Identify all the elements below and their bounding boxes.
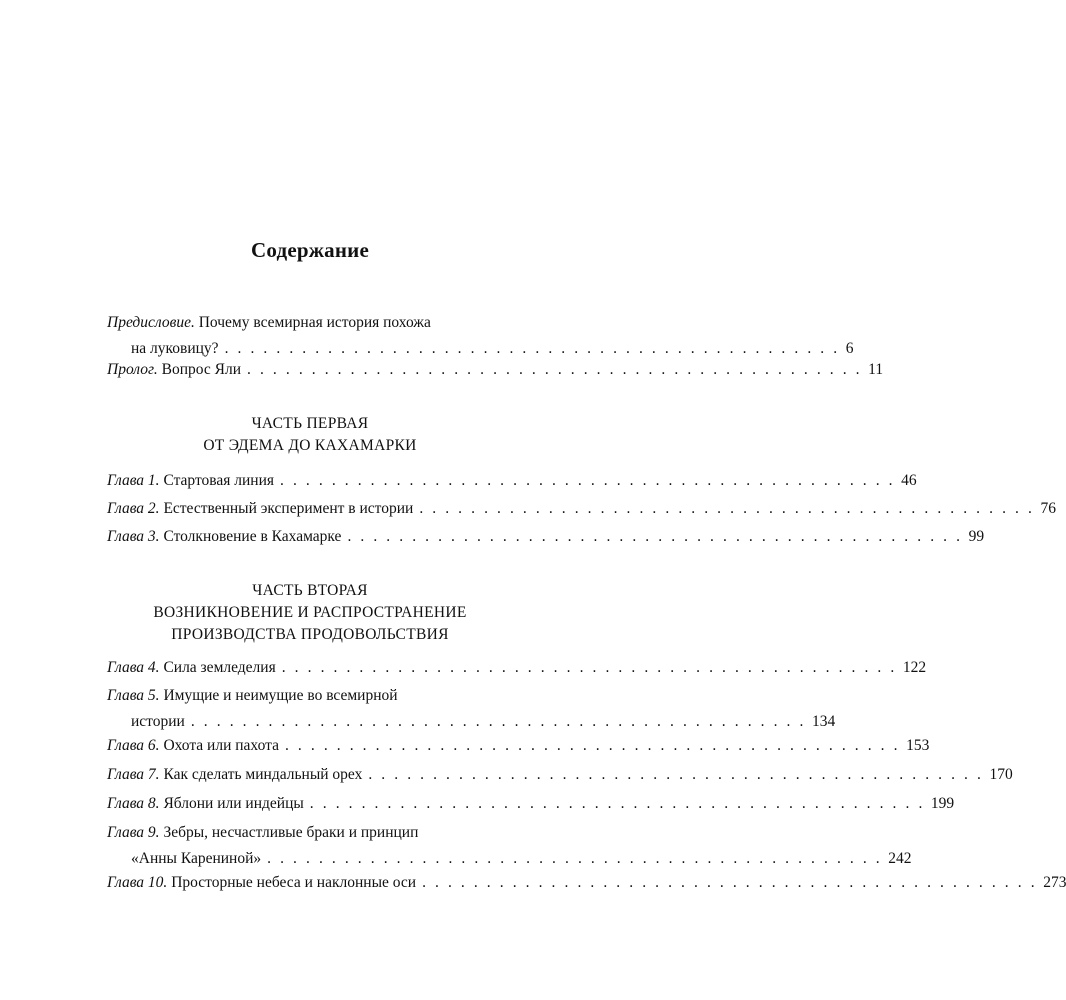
entry-line — [107, 683, 554, 709]
entry-page-number: 99 — [968, 528, 985, 545]
entry-line — [107, 468, 917, 494]
dot-leader: . . . . . . . . . . . . . . . . . . . . . . . . . . . . . . . . . . . . . . . . . . . . . . . . — [224, 340, 840, 357]
entry-label: Глава 9. — [107, 824, 160, 841]
page-title: Содержание — [251, 238, 369, 262]
entry-title-continued: на луковицу? — [131, 340, 219, 357]
entry-label: Глава 2. — [107, 500, 160, 517]
entry-title: Столкновение в Кахамарке — [163, 528, 342, 545]
toc-entry-chapter-10[interactable] — [107, 870, 1066, 896]
entry-label: Глава 10. — [107, 874, 168, 891]
part-one-header — [0, 413, 620, 457]
entry-page-number: 153 — [906, 737, 930, 754]
entry-page-number: 46 — [901, 472, 917, 489]
dot-leader: . . . . . . . . . . . . . . . . . . . . . . . . . . . . . . . . . . . . . . . . . . . . . . . . — [280, 472, 896, 489]
entry-title: Стартовая линия — [163, 472, 275, 489]
entry-label: Глава 5. — [107, 687, 160, 704]
entry-page-number: 170 — [989, 766, 1013, 783]
entry-line — [107, 846, 912, 872]
entry-title: Вопрос Яли — [161, 361, 242, 378]
entry-line — [107, 791, 955, 817]
toc-entry-chapter-1[interactable] — [107, 468, 917, 494]
toc-entry-chapter-7[interactable] — [107, 762, 1013, 788]
toc-entry-prologue[interactable] — [107, 357, 884, 383]
part-two-header — [0, 580, 620, 646]
dot-leader: . . . . . . . . . . . . . . . . . . . . . . . . . . . . . . . . . . . . . . . . . . . . . . . . — [247, 361, 863, 378]
dot-leader: . . . . . . . . . . . . . . . . . . . . . . . . . . . . . . . . . . . . . . . . . . . . . . . . — [419, 500, 1035, 517]
toc-entry-chapter-8[interactable] — [107, 791, 955, 817]
entry-title: Как сделать миндальный орех — [163, 766, 363, 783]
toc-entry-chapter-4[interactable] — [107, 655, 927, 681]
entry-line — [107, 524, 985, 550]
entry-label: Предисловие. — [107, 314, 195, 331]
part-title: ВОЗНИКНОВЕНИЕ И РАСПРОСТРАНЕНИЕ — [153, 604, 467, 621]
entry-title: Просторные небеса и наклонные оси — [171, 874, 417, 891]
toc-entry-preface[interactable] — [107, 310, 854, 362]
entry-line — [107, 655, 927, 681]
entry-title-continued: «Анны Карениной» — [131, 850, 262, 867]
entry-title-continued: истории — [131, 713, 185, 730]
part-title: ОТ ЭДЕМА ДО КАХАМАРКИ — [203, 437, 417, 454]
entry-page-number: 76 — [1040, 500, 1056, 517]
entry-page-number: 273 — [1043, 874, 1066, 891]
entry-title: Почему всемирная история похожа — [198, 314, 431, 331]
dot-leader: . . . . . . . . . . . . . . . . . . . . . . . . . . . . . . . . . . . . . . . . . . . . . . . . — [309, 795, 925, 812]
entry-page-number: 199 — [930, 795, 955, 812]
entry-label: Глава 8. — [107, 795, 160, 812]
dot-leader: . . . . . . . . . . . . . . . . . . . . . . . . . . . . . . . . . . . . . . . . . . . . . . . . — [422, 874, 1038, 891]
toc-entry-chapter-2[interactable] — [107, 496, 1056, 522]
toc-entry-chapter-3[interactable] — [107, 524, 985, 550]
entry-line — [107, 709, 836, 735]
entry-label: Глава 7. — [107, 766, 160, 783]
dot-leader: . . . . . . . . . . . . . . . . . . . . . . . . . . . . . . . . . . . . . . . . . . . . . . . . — [267, 850, 883, 867]
entry-title: Сила земледелия — [163, 659, 276, 676]
entry-label: Глава 3. — [107, 528, 160, 545]
part-name: ЧАСТЬ ВТОРАЯ — [252, 582, 368, 599]
entry-page-number: 6 — [845, 340, 854, 357]
entry-title: Имущие и неимущие во всемирной — [163, 687, 398, 704]
entry-line — [107, 762, 1013, 788]
toc-entry-chapter-5[interactable] — [107, 683, 836, 735]
part-name: ЧАСТЬ ПЕРВАЯ — [251, 415, 369, 432]
entry-line — [107, 357, 884, 383]
entry-line — [107, 496, 1056, 522]
toc-entry-chapter-6[interactable] — [107, 733, 930, 759]
entry-label: Глава 4. — [107, 659, 160, 676]
entry-title: Зебры, несчастливые браки и принцип — [163, 824, 419, 841]
entry-line — [107, 820, 554, 846]
entry-page-number: 11 — [868, 361, 884, 378]
entry-line — [107, 733, 930, 759]
entry-title: Естественный эксперимент в истории — [163, 500, 414, 517]
entry-label: Глава 1. — [107, 472, 160, 489]
entry-page-number: 242 — [888, 850, 912, 867]
dot-leader: . . . . . . . . . . . . . . . . . . . . . . . . . . . . . . . . . . . . . . . . . . . . . . . . — [284, 737, 901, 754]
dot-leader: . . . . . . . . . . . . . . . . . . . . . . . . . . . . . . . . . . . . . . . . . . . . . . . . — [347, 528, 963, 545]
dot-leader: . . . . . . . . . . . . . . . . . . . . . . . . . . . . . . . . . . . . . . . . . . . . . . . . — [281, 659, 897, 676]
dot-leader: . . . . . . . . . . . . . . . . . . . . . . . . . . . . . . . . . . . . . . . . . . . . . . . . — [190, 713, 806, 730]
entry-page-number: 134 — [811, 713, 836, 730]
dot-leader: . . . . . . . . . . . . . . . . . . . . . . . . . . . . . . . . . . . . . . . . . . . . . . . . — [368, 766, 984, 783]
entry-page-number: 122 — [902, 659, 927, 676]
toc-entry-chapter-9[interactable] — [107, 820, 912, 872]
entry-line — [107, 310, 554, 336]
entry-title: Яблони или индейцы — [163, 795, 304, 812]
entry-title: Охота или пахота — [163, 737, 279, 754]
part-title: ПРОИЗВОДСТВА ПРОДОВОЛЬСТВИЯ — [171, 626, 449, 643]
entry-label: Пролог. — [107, 361, 158, 378]
entry-line — [107, 870, 1066, 896]
entry-label: Глава 6. — [107, 737, 160, 754]
